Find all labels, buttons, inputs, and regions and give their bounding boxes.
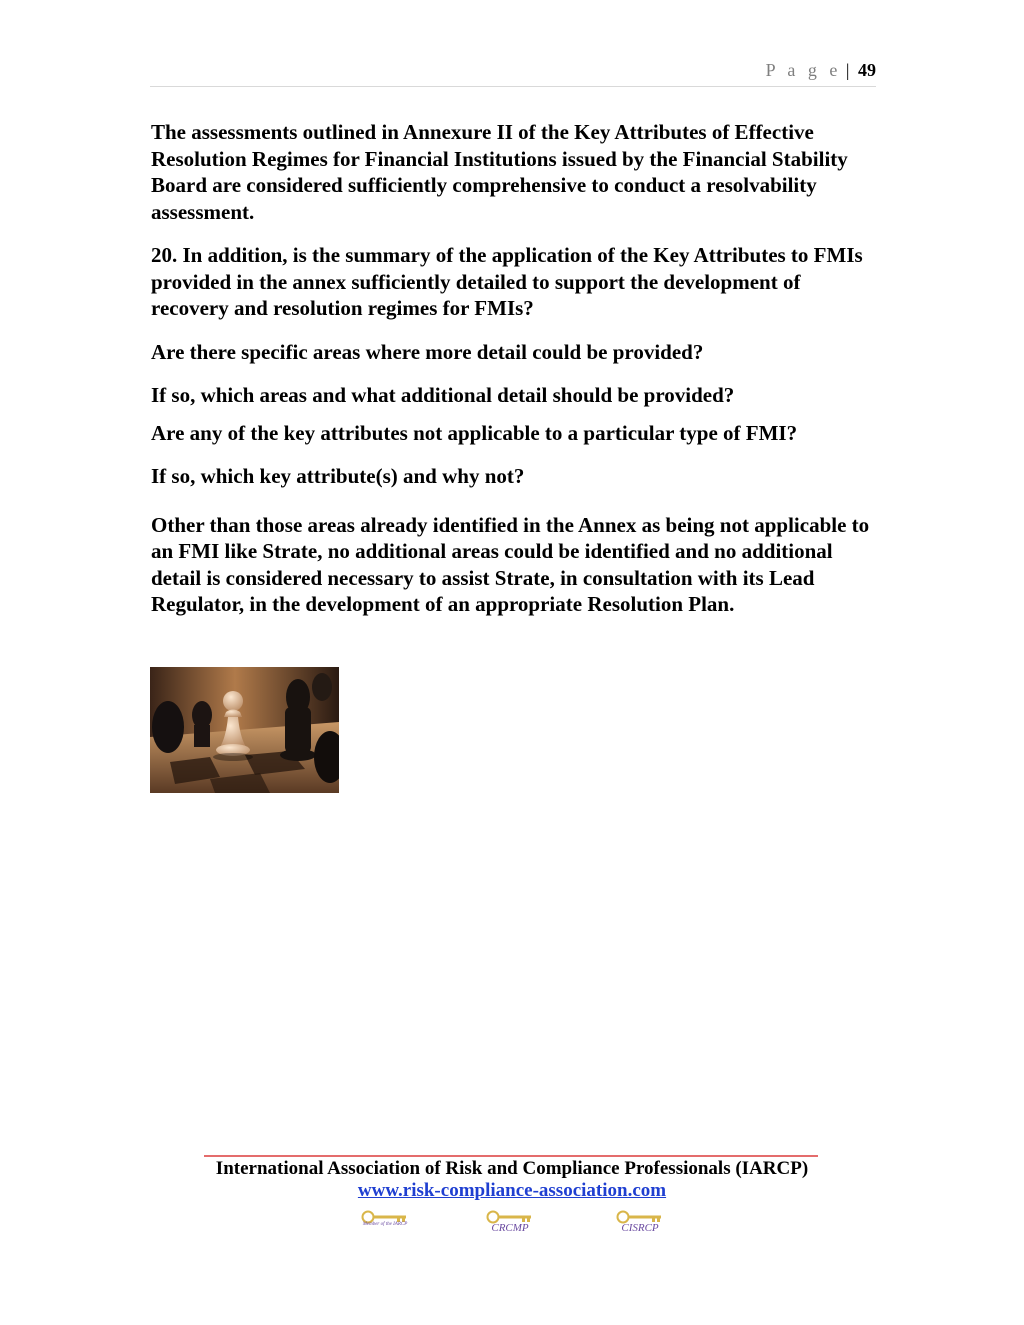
paragraph-question-applicable: Are any of the key attributes not applicable to a particular type of FMI? [151, 420, 798, 445]
header-divider [150, 86, 876, 87]
website-link[interactable]: www.risk-compliance-association.com [357, 1180, 667, 1201]
page-number: 49 [858, 60, 876, 80]
footer-url [150, 1180, 874, 1202]
page-separator: | [845, 60, 850, 80]
cisrcp-key-logo [616, 1210, 664, 1234]
page-header [150, 60, 876, 81]
document-body [151, 119, 871, 618]
footer-divider [204, 1155, 818, 1157]
paragraph-answer-strate: Other than those areas already identified in the Annex as being not applicable to an FMI like Strate, no additional areas could be identified and no additional detail is considered necessary to assist Strate, in consultation with its Lead Regulator, in the development of an appropriate Resolution Plan. [151, 512, 870, 616]
member-key-logo [361, 1210, 409, 1227]
chess-image [150, 667, 339, 793]
member-logo-caption: Member of the IARCP [362, 1222, 408, 1227]
crcmp-key-logo [486, 1210, 534, 1234]
cisrcp-logo-caption: CISRCP [621, 1222, 659, 1234]
footer-organization: International Association of Risk and Compliance Professionals (IARCP) [215, 1158, 809, 1179]
paragraph-question-20: 20. In addition, is the summary of the application of the Key Attributes to FMIs provided in the annex sufficiently detailed to support the development of recovery and resolution regimes for FMIs? [151, 243, 863, 320]
paragraph-question-areas: If so, which areas and what additional detail should be provided? [151, 383, 735, 407]
page-label: P a g e [765, 60, 842, 80]
paragraph-question-why: If so, which key attribute(s) and why not? [151, 464, 525, 488]
paragraph-question-detail: Are there specific areas where more detail could be provided? [151, 339, 704, 364]
paragraph-answer-assessment: The assessments outlined in Annexure II of the Key Attributes of Effective Resolution Regimes for Financial Institutions issued by the Financial Stability Board are considered sufficiently comprehensive to conduct a resolvability assessment. [151, 120, 848, 224]
crcmp-logo-caption: CRCMP [491, 1222, 529, 1234]
